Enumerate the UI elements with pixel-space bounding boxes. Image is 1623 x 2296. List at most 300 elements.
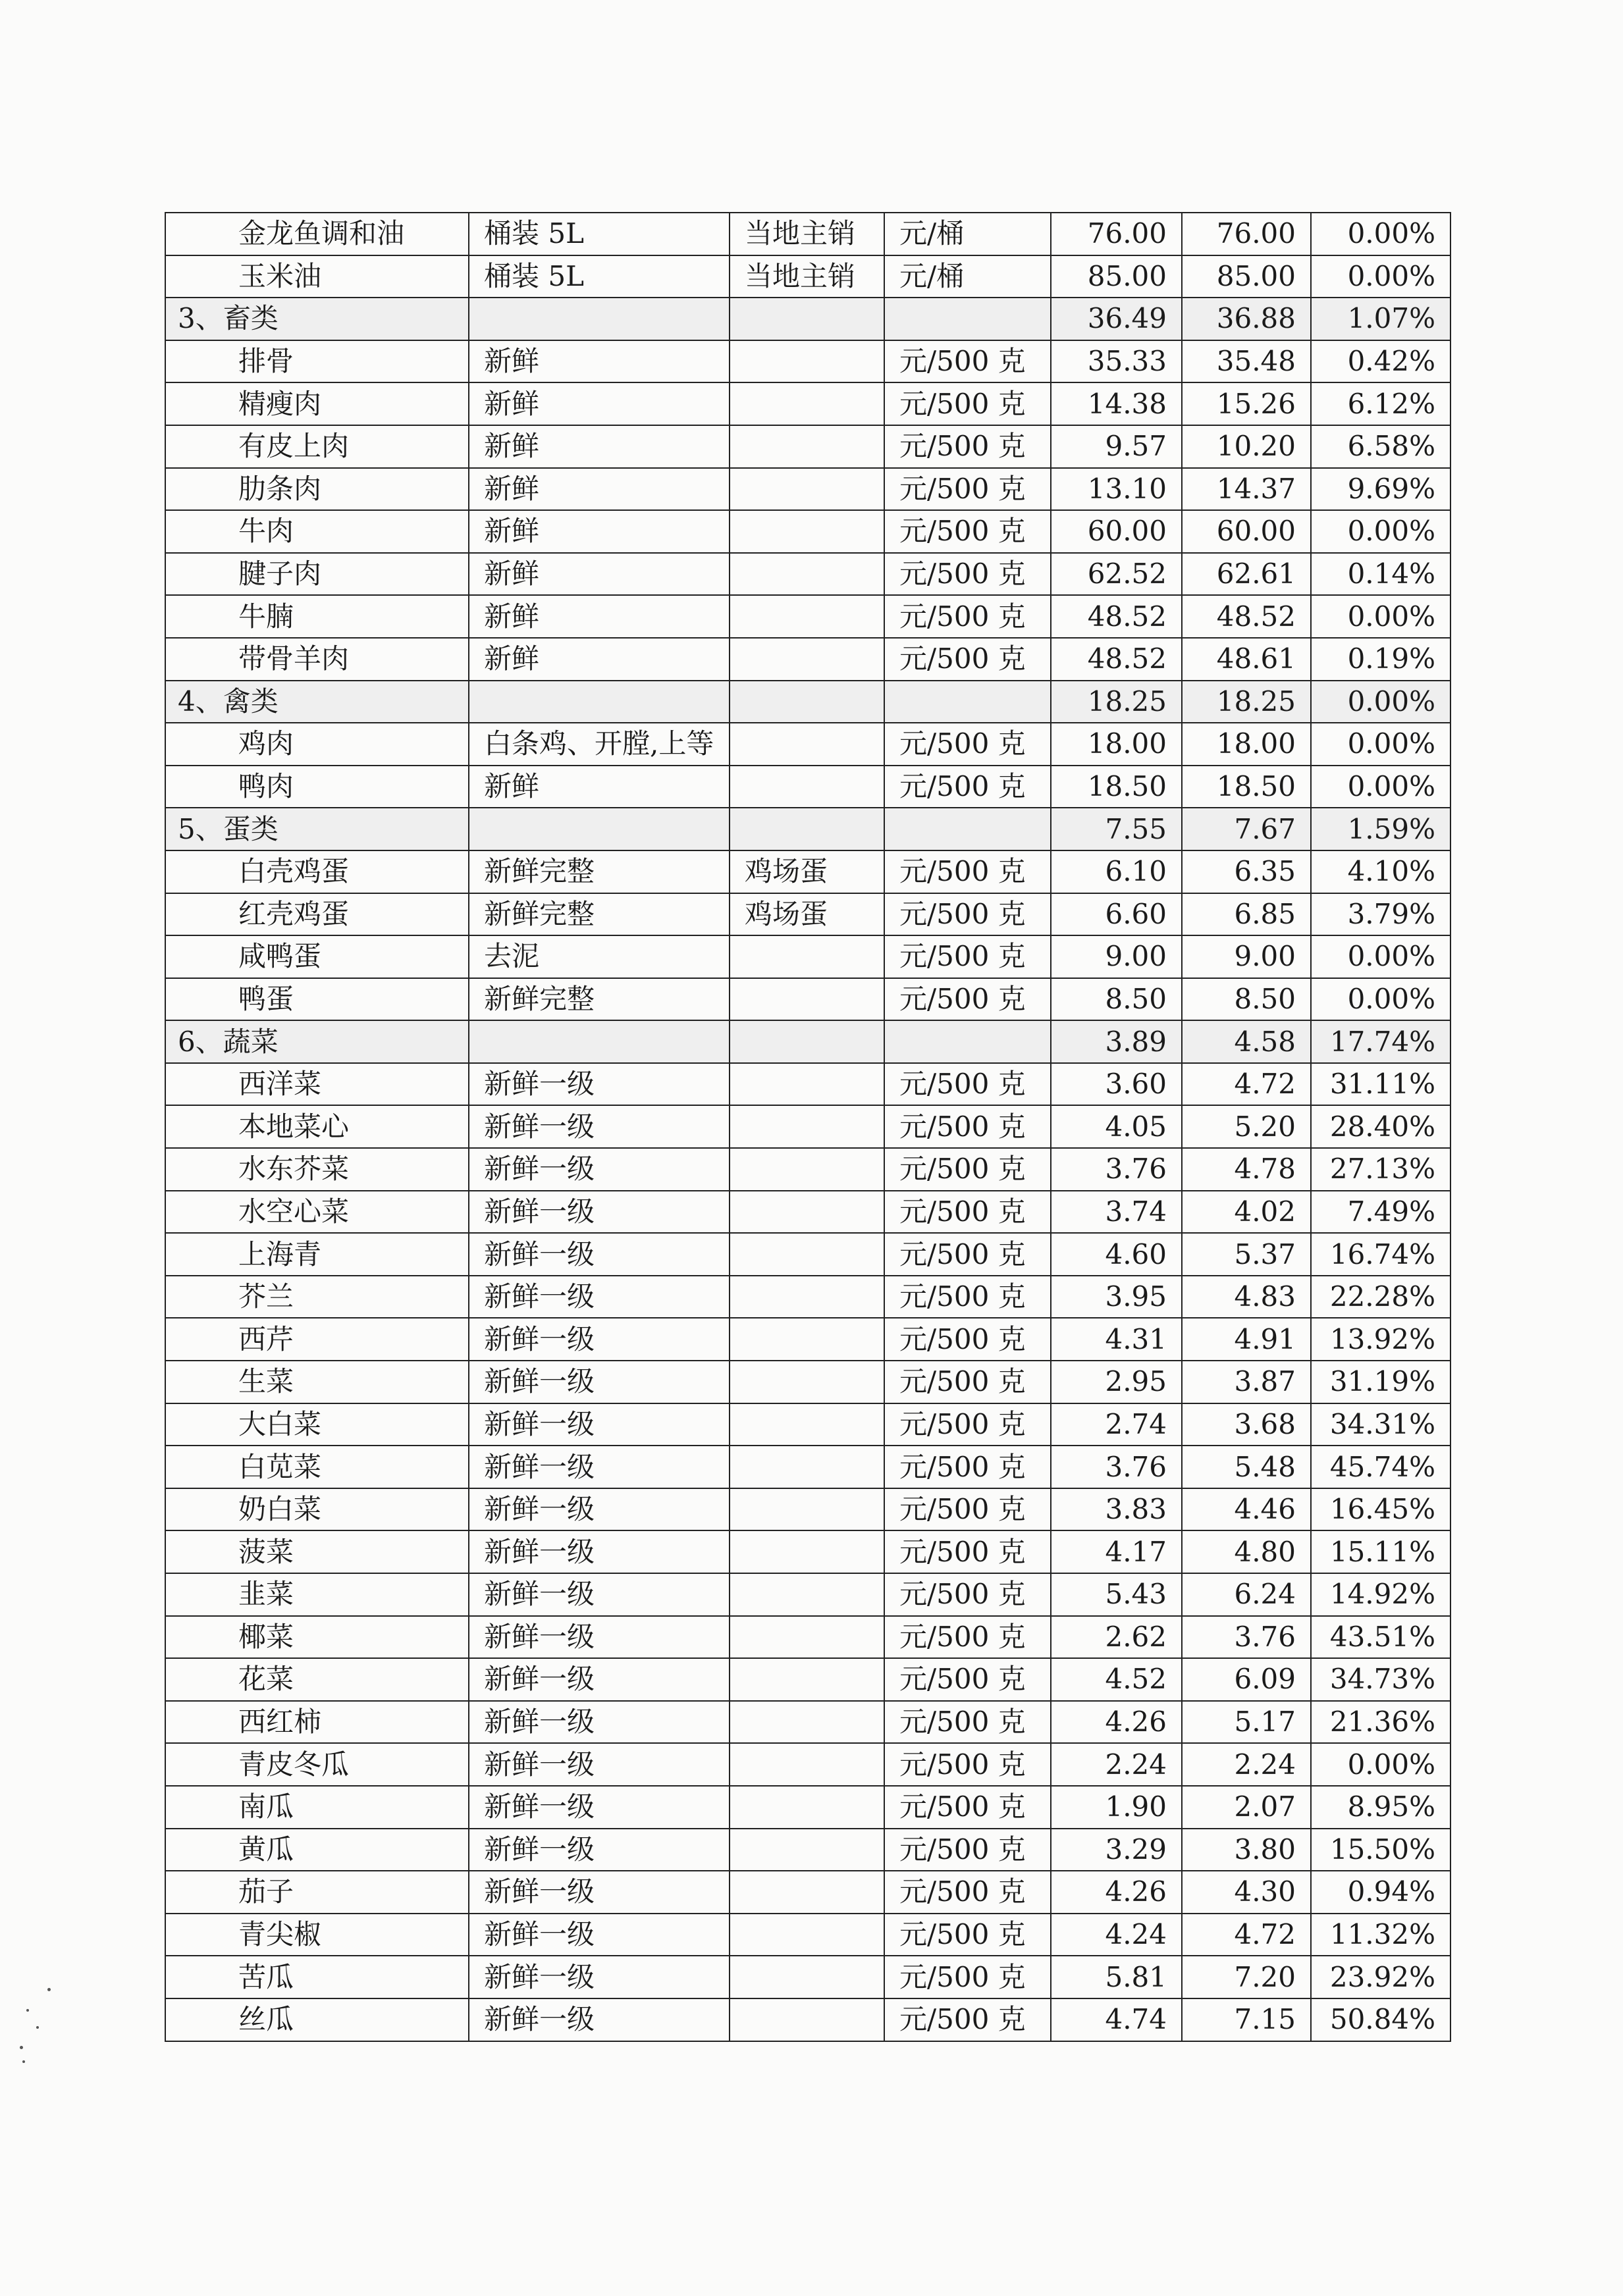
cell-spec: 新鲜完整: [469, 850, 730, 893]
cell-spec: 新鲜一级: [469, 1573, 730, 1616]
cell-origin: [730, 638, 884, 681]
cell-origin: [730, 1956, 884, 1998]
table-row: [165, 1743, 1450, 1786]
cell-change: 27.13%: [1311, 1148, 1450, 1191]
cell-curr-price: 6.85: [1182, 893, 1311, 936]
cell-origin: [730, 340, 884, 383]
table-row: [165, 1530, 1450, 1573]
table-row: [165, 510, 1450, 553]
cell-unit: 元/500 克: [884, 1658, 1051, 1701]
cell-unit: 元/500 克: [884, 1191, 1051, 1234]
cell-unit: 元/500 克: [884, 978, 1051, 1021]
cell-change: 0.19%: [1311, 638, 1450, 681]
cell-spec: 新鲜一级: [469, 1446, 730, 1488]
table-row: [165, 1956, 1450, 1998]
cell-curr-price: 18.25: [1182, 681, 1311, 723]
cell-name: 有皮上肉: [165, 425, 469, 468]
cell-curr-price: 8.50: [1182, 978, 1311, 1021]
cell-change: 1.07%: [1311, 298, 1450, 340]
table-row: [165, 1658, 1450, 1701]
table-row: [165, 425, 1450, 468]
cell-name: 白壳鸡蛋: [165, 850, 469, 893]
cell-curr-price: 18.50: [1182, 766, 1311, 808]
table-row: [165, 1063, 1450, 1106]
table-row: [165, 1318, 1450, 1361]
cell-prev-price: 4.05: [1051, 1105, 1182, 1148]
table-row: [165, 766, 1450, 808]
cell-spec: 新鲜一级: [469, 1488, 730, 1531]
cell-change: 31.19%: [1311, 1361, 1450, 1403]
table-row: [165, 638, 1450, 681]
cell-origin: [730, 1701, 884, 1744]
price-table: [165, 212, 1451, 2042]
cell-change: 6.12%: [1311, 382, 1450, 425]
cell-curr-price: 9.00: [1182, 935, 1311, 978]
cell-change: 15.11%: [1311, 1530, 1450, 1573]
cell-prev-price: 7.55: [1051, 808, 1182, 850]
cell-name: 腱子肉: [165, 553, 469, 596]
table-row: [165, 1233, 1450, 1276]
cell-spec: 新鲜一级: [469, 1786, 730, 1829]
cell-prev-price: 3.76: [1051, 1148, 1182, 1191]
cell-spec: 新鲜: [469, 595, 730, 638]
table-row: [165, 1998, 1450, 2041]
cell-spec: 新鲜完整: [469, 978, 730, 1021]
cell-origin: [730, 468, 884, 511]
cell-origin: [730, 1914, 884, 1956]
cell-origin: 鸡场蛋: [730, 850, 884, 893]
cell-spec: 新鲜一级: [469, 1743, 730, 1786]
cell-unit: 元/500 克: [884, 1786, 1051, 1829]
cell-name: 肋条肉: [165, 468, 469, 511]
cell-origin: [730, 1361, 884, 1403]
cell-change: 0.00%: [1311, 1743, 1450, 1786]
table-row: [165, 1488, 1450, 1531]
cell-spec: 新鲜一级: [469, 1063, 730, 1106]
cell-unit: [884, 808, 1051, 850]
cell-prev-price: 3.83: [1051, 1488, 1182, 1531]
cell-name: 牛肉: [165, 510, 469, 553]
cell-prev-price: 62.52: [1051, 553, 1182, 596]
cell-unit: [884, 1020, 1051, 1063]
cell-change: 1.59%: [1311, 808, 1450, 850]
cell-unit: 元/500 克: [884, 1701, 1051, 1744]
cell-prev-price: 18.00: [1051, 723, 1182, 766]
cell-spec: 新鲜一级: [469, 1914, 730, 1956]
cell-curr-price: 48.52: [1182, 595, 1311, 638]
cell-unit: [884, 298, 1051, 340]
cell-spec: 新鲜: [469, 510, 730, 553]
cell-change: 0.00%: [1311, 723, 1450, 766]
cell-spec: [469, 298, 730, 340]
cell-spec: 新鲜一级: [469, 1530, 730, 1573]
cell-name: 大白菜: [165, 1403, 469, 1446]
cell-curr-price: 7.20: [1182, 1956, 1311, 1998]
table-row: [165, 1616, 1450, 1659]
cell-prev-price: 3.60: [1051, 1063, 1182, 1106]
cell-curr-price: 4.30: [1182, 1871, 1311, 1914]
cell-spec: 新鲜一级: [469, 1616, 730, 1659]
cell-curr-price: 4.80: [1182, 1530, 1311, 1573]
cell-curr-price: 4.46: [1182, 1488, 1311, 1531]
cell-change: 22.28%: [1311, 1276, 1450, 1318]
scan-speck: [20, 2046, 23, 2049]
cell-unit: 元/500 克: [884, 340, 1051, 383]
cell-name: 椰菜: [165, 1616, 469, 1659]
cell-prev-price: 4.52: [1051, 1658, 1182, 1701]
cell-spec: 新鲜一级: [469, 1276, 730, 1318]
cell-curr-price: 60.00: [1182, 510, 1311, 553]
cell-origin: 鸡场蛋: [730, 893, 884, 936]
cell-change: 7.49%: [1311, 1191, 1450, 1234]
cell-origin: [730, 1998, 884, 2041]
cell-unit: 元/500 克: [884, 553, 1051, 596]
cell-spec: 新鲜一级: [469, 1658, 730, 1701]
cell-unit: 元/500 克: [884, 638, 1051, 681]
cell-curr-price: 14.37: [1182, 468, 1311, 511]
cell-unit: 元/500 克: [884, 893, 1051, 936]
cell-unit: 元/500 克: [884, 1743, 1051, 1786]
cell-spec: 新鲜一级: [469, 1956, 730, 1998]
cell-change: 0.00%: [1311, 213, 1450, 255]
table-body: [165, 213, 1450, 2041]
cell-spec: 桶装 5L: [469, 213, 730, 255]
cell-unit: 元/500 克: [884, 935, 1051, 978]
cell-change: 0.00%: [1311, 935, 1450, 978]
cell-prev-price: 18.50: [1051, 766, 1182, 808]
cell-name: 花菜: [165, 1658, 469, 1701]
cell-change: 11.32%: [1311, 1914, 1450, 1956]
cell-name: 带骨羊肉: [165, 638, 469, 681]
cell-curr-price: 7.15: [1182, 1998, 1311, 2041]
cell-curr-price: 5.17: [1182, 1701, 1311, 1744]
cell-prev-price: 76.00: [1051, 213, 1182, 255]
cell-name: 青尖椒: [165, 1914, 469, 1956]
cell-change: 45.74%: [1311, 1446, 1450, 1488]
cell-curr-price: 3.76: [1182, 1616, 1311, 1659]
cell-spec: [469, 808, 730, 850]
cell-unit: 元/500 克: [884, 1530, 1051, 1573]
cell-prev-price: 4.24: [1051, 1914, 1182, 1956]
cell-spec: [469, 1020, 730, 1063]
cell-prev-price: 4.31: [1051, 1318, 1182, 1361]
cell-origin: [730, 1403, 884, 1446]
cell-prev-price: 85.00: [1051, 255, 1182, 298]
cell-name: 白苋菜: [165, 1446, 469, 1488]
cell-unit: 元/500 克: [884, 1488, 1051, 1531]
cell-prev-price: 3.74: [1051, 1191, 1182, 1234]
cell-origin: [730, 1829, 884, 1871]
scan-speck: [26, 2009, 29, 2012]
cell-change: 0.00%: [1311, 978, 1450, 1021]
category-row: [165, 1020, 1450, 1063]
cell-name: 鸭蛋: [165, 978, 469, 1021]
cell-prev-price: 36.49: [1051, 298, 1182, 340]
table-row: [165, 1786, 1450, 1829]
cell-spec: 新鲜一级: [469, 1318, 730, 1361]
cell-origin: [730, 1871, 884, 1914]
table-row: [165, 850, 1450, 893]
cell-origin: 当地主销: [730, 255, 884, 298]
cell-curr-price: 5.37: [1182, 1233, 1311, 1276]
cell-change: 34.73%: [1311, 1658, 1450, 1701]
cell-curr-price: 4.58: [1182, 1020, 1311, 1063]
cell-change: 0.00%: [1311, 510, 1450, 553]
cell-spec: 新鲜一级: [469, 1871, 730, 1914]
cell-curr-price: 85.00: [1182, 255, 1311, 298]
cell-origin: [730, 510, 884, 553]
cell-unit: 元/500 克: [884, 595, 1051, 638]
cell-change: 6.58%: [1311, 425, 1450, 468]
table-row: [165, 255, 1450, 298]
table-row: [165, 723, 1450, 766]
cell-name: 水空心菜: [165, 1191, 469, 1234]
cell-unit: 元/500 克: [884, 382, 1051, 425]
cell-change: 0.00%: [1311, 681, 1450, 723]
cell-curr-price: 7.67: [1182, 808, 1311, 850]
cell-origin: [730, 1276, 884, 1318]
cell-change: 50.84%: [1311, 1998, 1450, 2041]
cell-prev-price: 9.57: [1051, 425, 1182, 468]
cell-curr-price: 3.87: [1182, 1361, 1311, 1403]
cell-origin: [730, 595, 884, 638]
cell-prev-price: 4.26: [1051, 1871, 1182, 1914]
cell-change: 0.00%: [1311, 766, 1450, 808]
cell-spec: 去泥: [469, 935, 730, 978]
cell-prev-price: 2.24: [1051, 1743, 1182, 1786]
cell-curr-price: 10.20: [1182, 425, 1311, 468]
cell-curr-price: 62.61: [1182, 553, 1311, 596]
cell-prev-price: 3.95: [1051, 1276, 1182, 1318]
cell-prev-price: 35.33: [1051, 340, 1182, 383]
cell-origin: [730, 553, 884, 596]
cell-name: 奶白菜: [165, 1488, 469, 1531]
scan-speck: [47, 1988, 51, 1991]
cell-origin: [730, 1191, 884, 1234]
cell-unit: 元/500 克: [884, 1105, 1051, 1148]
cell-spec: 新鲜一级: [469, 1148, 730, 1191]
cell-spec: 新鲜一级: [469, 1403, 730, 1446]
table-row: [165, 893, 1450, 936]
cell-spec: 新鲜: [469, 468, 730, 511]
cell-name: 生菜: [165, 1361, 469, 1403]
cell-unit: 元/500 克: [884, 1998, 1051, 2041]
cell-change: 0.42%: [1311, 340, 1450, 383]
cell-name: 菠菜: [165, 1530, 469, 1573]
cell-curr-price: 2.07: [1182, 1786, 1311, 1829]
cell-change: 31.11%: [1311, 1063, 1450, 1106]
cell-unit: 元/500 克: [884, 1616, 1051, 1659]
cell-name: 4、禽类: [165, 681, 469, 723]
cell-unit: 元/500 克: [884, 1914, 1051, 1956]
category-row: [165, 808, 1450, 850]
cell-change: 14.92%: [1311, 1573, 1450, 1616]
cell-prev-price: 14.38: [1051, 382, 1182, 425]
cell-prev-price: 4.60: [1051, 1233, 1182, 1276]
cell-origin: [730, 1616, 884, 1659]
cell-name: 鸡肉: [165, 723, 469, 766]
cell-origin: [730, 723, 884, 766]
cell-unit: 元/500 克: [884, 850, 1051, 893]
cell-prev-price: 3.76: [1051, 1446, 1182, 1488]
cell-name: 水东芥菜: [165, 1148, 469, 1191]
cell-unit: 元/500 克: [884, 425, 1051, 468]
cell-change: 16.74%: [1311, 1233, 1450, 1276]
table-row: [165, 1191, 1450, 1234]
cell-unit: 元/桶: [884, 255, 1051, 298]
cell-prev-price: 4.74: [1051, 1998, 1182, 2041]
cell-change: 17.74%: [1311, 1020, 1450, 1063]
table-row: [165, 213, 1450, 255]
cell-name: 红壳鸡蛋: [165, 893, 469, 936]
cell-name: 5、蛋类: [165, 808, 469, 850]
cell-origin: [730, 808, 884, 850]
cell-curr-price: 6.09: [1182, 1658, 1311, 1701]
cell-name: 上海青: [165, 1233, 469, 1276]
table-row: [165, 1701, 1450, 1744]
cell-name: 牛腩: [165, 595, 469, 638]
table-row: [165, 1573, 1450, 1616]
cell-curr-price: 4.83: [1182, 1276, 1311, 1318]
cell-spec: 新鲜一级: [469, 1191, 730, 1234]
cell-unit: 元/500 克: [884, 1871, 1051, 1914]
cell-name: 西芹: [165, 1318, 469, 1361]
category-row: [165, 681, 1450, 723]
cell-spec: 新鲜: [469, 382, 730, 425]
category-row: [165, 298, 1450, 340]
cell-name: 金龙鱼调和油: [165, 213, 469, 255]
cell-prev-price: 13.10: [1051, 468, 1182, 511]
cell-change: 28.40%: [1311, 1105, 1450, 1148]
cell-curr-price: 4.02: [1182, 1191, 1311, 1234]
cell-prev-price: 60.00: [1051, 510, 1182, 553]
cell-prev-price: 8.50: [1051, 978, 1182, 1021]
cell-unit: 元/500 克: [884, 1063, 1051, 1106]
cell-name: 南瓜: [165, 1786, 469, 1829]
cell-prev-price: 3.89: [1051, 1020, 1182, 1063]
cell-curr-price: 5.20: [1182, 1105, 1311, 1148]
cell-origin: [730, 298, 884, 340]
cell-origin: [730, 1446, 884, 1488]
table-row: [165, 978, 1450, 1021]
table-row: [165, 1914, 1450, 1956]
cell-change: 8.95%: [1311, 1786, 1450, 1829]
cell-change: 15.50%: [1311, 1829, 1450, 1871]
cell-prev-price: 4.26: [1051, 1701, 1182, 1744]
cell-change: 13.92%: [1311, 1318, 1450, 1361]
cell-curr-price: 6.35: [1182, 850, 1311, 893]
cell-prev-price: 9.00: [1051, 935, 1182, 978]
cell-prev-price: 3.29: [1051, 1829, 1182, 1871]
cell-change: 34.31%: [1311, 1403, 1450, 1446]
table-row: [165, 340, 1450, 383]
cell-name: 茄子: [165, 1871, 469, 1914]
cell-prev-price: 2.95: [1051, 1361, 1182, 1403]
cell-prev-price: 5.81: [1051, 1956, 1182, 1998]
cell-name: 3、畜类: [165, 298, 469, 340]
cell-prev-price: 48.52: [1051, 638, 1182, 681]
cell-curr-price: 4.72: [1182, 1063, 1311, 1106]
cell-change: 0.94%: [1311, 1871, 1450, 1914]
cell-unit: 元/500 克: [884, 1829, 1051, 1871]
cell-origin: [730, 1318, 884, 1361]
cell-name: 精瘦肉: [165, 382, 469, 425]
cell-prev-price: 6.10: [1051, 850, 1182, 893]
cell-name: 苦瓜: [165, 1956, 469, 1998]
cell-origin: [730, 1743, 884, 1786]
cell-name: 丝瓜: [165, 1998, 469, 2041]
table-row: [165, 1871, 1450, 1914]
cell-origin: [730, 1063, 884, 1106]
cell-change: 4.10%: [1311, 850, 1450, 893]
cell-spec: 新鲜一级: [469, 1105, 730, 1148]
cell-unit: 元/500 克: [884, 1446, 1051, 1488]
table-row: [165, 1446, 1450, 1488]
cell-curr-price: 76.00: [1182, 213, 1311, 255]
cell-spec: 新鲜一级: [469, 1829, 730, 1871]
cell-name: 本地菜心: [165, 1105, 469, 1148]
cell-name: 青皮冬瓜: [165, 1743, 469, 1786]
cell-curr-price: 4.72: [1182, 1914, 1311, 1956]
cell-curr-price: 48.61: [1182, 638, 1311, 681]
cell-prev-price: 4.17: [1051, 1530, 1182, 1573]
cell-name: 咸鸭蛋: [165, 935, 469, 978]
cell-name: 黄瓜: [165, 1829, 469, 1871]
cell-change: 9.69%: [1311, 468, 1450, 511]
cell-unit: [884, 681, 1051, 723]
cell-unit: 元/500 克: [884, 1318, 1051, 1361]
table-row: [165, 1148, 1450, 1191]
table-row: [165, 1403, 1450, 1446]
cell-origin: [730, 1573, 884, 1616]
cell-unit: 元/500 克: [884, 510, 1051, 553]
cell-curr-price: 18.00: [1182, 723, 1311, 766]
cell-origin: [730, 1488, 884, 1531]
cell-change: 0.00%: [1311, 595, 1450, 638]
cell-unit: 元/500 克: [884, 766, 1051, 808]
cell-unit: 元/500 克: [884, 1956, 1051, 1998]
cell-origin: [730, 1786, 884, 1829]
cell-name: 鸭肉: [165, 766, 469, 808]
scan-speck: [36, 2026, 39, 2029]
scan-speck: [22, 2060, 25, 2063]
cell-origin: [730, 935, 884, 978]
table-row: [165, 1105, 1450, 1148]
cell-change: 43.51%: [1311, 1616, 1450, 1659]
cell-name: 玉米油: [165, 255, 469, 298]
cell-origin: [730, 1233, 884, 1276]
cell-name: 韭菜: [165, 1573, 469, 1616]
cell-curr-price: 2.24: [1182, 1743, 1311, 1786]
cell-prev-price: 2.74: [1051, 1403, 1182, 1446]
cell-origin: [730, 978, 884, 1021]
table-row: [165, 1829, 1450, 1871]
cell-prev-price: 48.52: [1051, 595, 1182, 638]
cell-name: 6、蔬菜: [165, 1020, 469, 1063]
cell-spec: 新鲜: [469, 553, 730, 596]
cell-unit: 元/500 克: [884, 1361, 1051, 1403]
cell-unit: 元/500 克: [884, 1276, 1051, 1318]
table-row: [165, 1276, 1450, 1318]
cell-curr-price: 36.88: [1182, 298, 1311, 340]
cell-prev-price: 5.43: [1051, 1573, 1182, 1616]
cell-change: 3.79%: [1311, 893, 1450, 936]
cell-prev-price: 6.60: [1051, 893, 1182, 936]
cell-spec: 新鲜一级: [469, 1361, 730, 1403]
cell-prev-price: 2.62: [1051, 1616, 1182, 1659]
cell-name: 西红柿: [165, 1701, 469, 1744]
cell-name: 芥兰: [165, 1276, 469, 1318]
